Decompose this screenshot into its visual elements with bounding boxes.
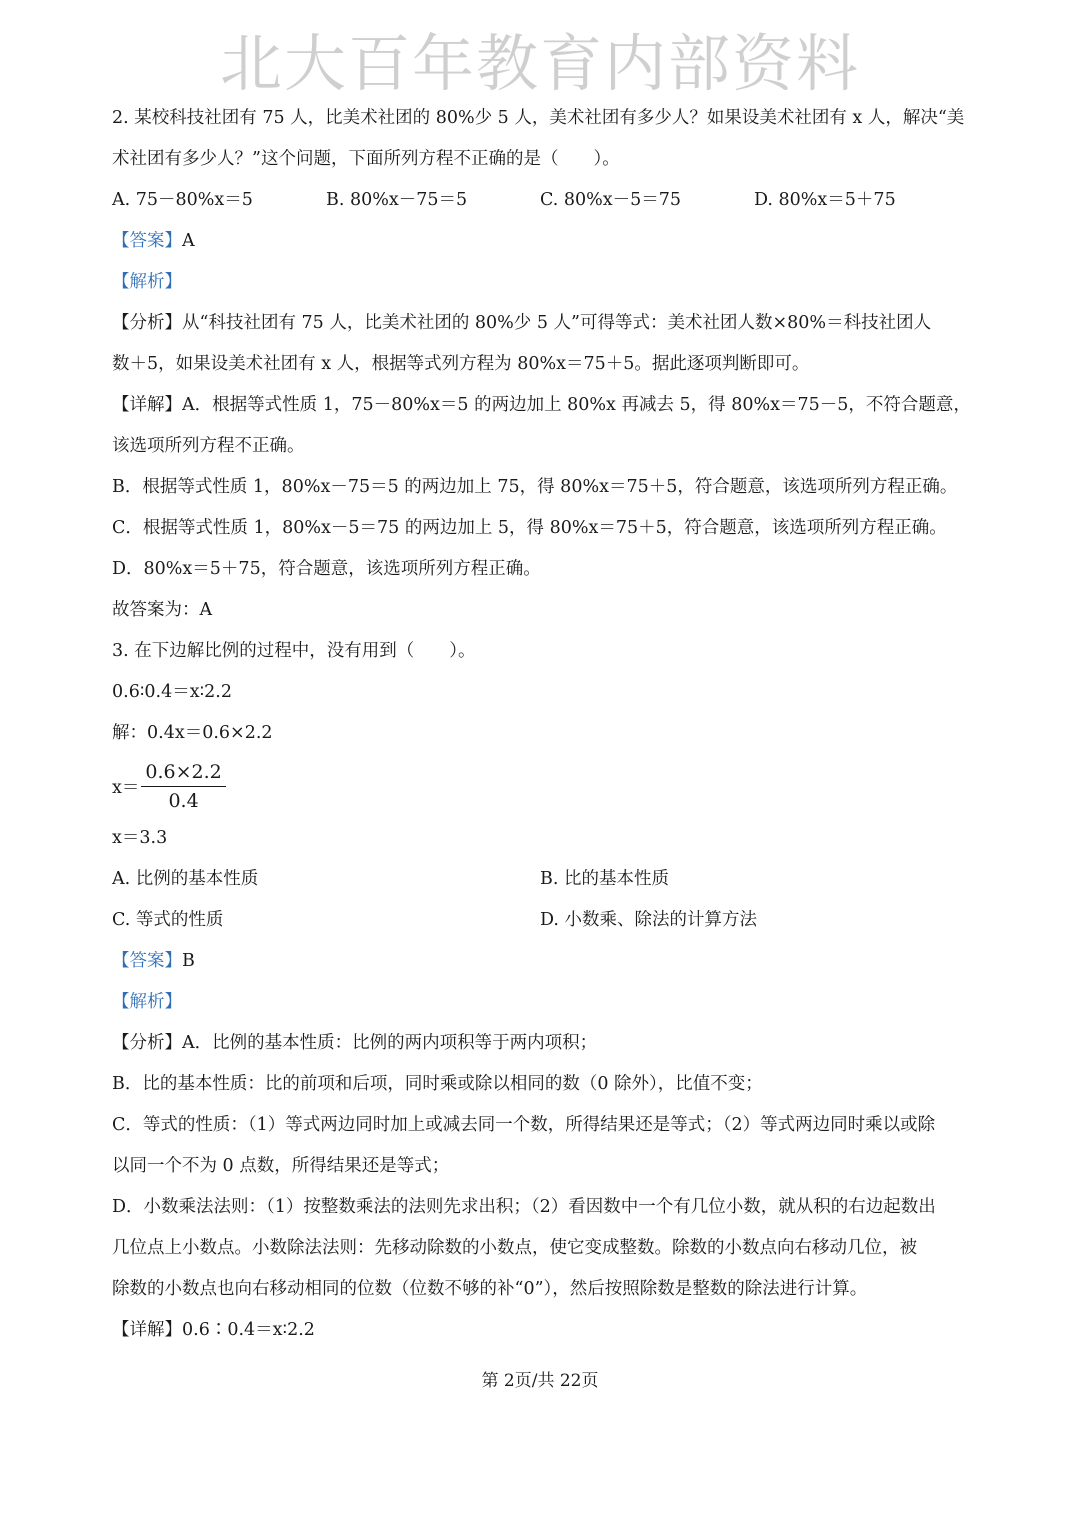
q2-xiangjie-line1 xyxy=(112,385,972,426)
q3-line-c2: 以同一个不为 0 点数，所得结果还是等式； xyxy=(112,1156,450,1176)
q3-options-row1 xyxy=(112,859,972,900)
fenxi-text: A．比例的基本性质：比例的两内项积等于两内项积； xyxy=(182,1033,598,1053)
q2-option-c: C. 80%x－5＝75 xyxy=(540,190,682,210)
fenxi-tag: 【分析】 xyxy=(112,313,182,333)
q3-stem: 3. 在下边解比例的过程中，没有用到（ ）。 xyxy=(112,641,476,661)
q2-xiangjie-line2: 该选项所列方程不正确。 xyxy=(112,436,305,456)
q2-fenxi-line1 xyxy=(112,303,972,344)
xiangjie-tag: 【详解】 xyxy=(112,395,182,415)
q3-fraction-line xyxy=(112,754,972,818)
answer-tag: 【答案】 xyxy=(112,231,182,251)
q3-analysis xyxy=(112,982,972,1023)
q2-stem-line1: 2. 某校科技社团有 75 人，比美术社团的 80%少 5 人，美术社团有多少人？如果设美术社团有 x 人，解决“美 xyxy=(112,108,965,128)
q3-line-b: B．比的基本性质：比的前项和后项，同时乘或除以相同的数（0 除外），比值不变； xyxy=(112,1074,763,1094)
q2-analysis xyxy=(112,262,972,303)
analysis-tag: 【解析】 xyxy=(112,272,182,292)
q3-option-d: D. 小数乘、除法的计算方法 xyxy=(540,910,758,930)
q3-options-row2 xyxy=(112,900,972,941)
fenxi-tag: 【分析】 xyxy=(112,1033,182,1053)
q3-work-line1: 0.6∶0.4＝x∶2.2 xyxy=(112,682,232,702)
q3-work-line2: 解：0.4x＝0.6×2.2 xyxy=(112,723,273,743)
q3-line-c1: C．等式的性质：（1）等式两边同时加上或减去同一个数，所得结果还是等式；（2）等式两边同时乘以或除 xyxy=(112,1115,936,1135)
q3-line-d2: 几位点上小数点。小数除法法则：先移动除数的小数点，使它变成整数。除数的小数点向右移动几位，被 xyxy=(112,1238,917,1258)
watermark: 北大百年教育内部资料 xyxy=(219,27,860,100)
answer-value: A xyxy=(182,231,195,251)
q3-option-a: A. 比例的基本性质 xyxy=(112,869,259,889)
fenxi-text: 从“科技社团有 75 人，比美术社团的 80%少 5 人”可得等式：美术社团人数×80%＝科技社团人 xyxy=(182,313,932,333)
q2-option-d: D. 80%x＝5＋75 xyxy=(754,190,896,210)
q3-line-d3: 除数的小数点也向右移动相同的位数（位数不够的补“0”），然后按照除数是整数的除法进行计算。 xyxy=(112,1279,868,1299)
q2-line-d: D．80%x＝5＋75，符合题意，该选项所列方程正确。 xyxy=(112,559,541,579)
answer-value: B xyxy=(182,951,195,971)
q2-line-c: C．根据等式性质 1，80%x－5＝75 的两边加上 5，得 80%x＝75＋5，符合题意，该选项所列方程正确。 xyxy=(112,518,947,538)
fraction-prefix: x＝ xyxy=(112,777,140,798)
q3-xiangjie xyxy=(112,1310,972,1351)
q2-answer xyxy=(112,221,972,262)
q2-line-b: B．根据等式性质 1，80%x－75＝5 的两边加上 75，得 80%x＝75＋5，符合题意，该选项所列方程正确。 xyxy=(112,477,958,497)
q2-option-a: A. 75－80%x＝5 xyxy=(112,190,253,210)
xiangjie-text: 0.6∶0.4＝x∶2.2 xyxy=(182,1320,315,1340)
analysis-tag: 【解析】 xyxy=(112,992,182,1012)
page-footer: 第 2页/共 22页 xyxy=(481,1371,599,1391)
xiangjie-tag: 【详解】 xyxy=(112,1320,182,1340)
q2-stem-line2: 术社团有多少人？”这个问题，下面所列方程不正确的是（ ）。 xyxy=(112,149,620,169)
q2-option-b: B. 80%x－75＝5 xyxy=(326,190,468,210)
q3-work-line4: x＝3.3 xyxy=(112,828,168,848)
q2-fenxi-line2: 数＋5，如果设美术社团有 x 人，根据等式列方程为 80%x＝75＋5。据此逐项判断即可。 xyxy=(112,354,810,374)
answer-tag: 【答案】 xyxy=(112,951,182,971)
q3-option-c: C. 等式的性质 xyxy=(112,910,224,930)
fraction-denominator: 0.4 xyxy=(168,789,199,812)
q2-conclusion: 故答案为：A xyxy=(112,600,213,620)
document-body xyxy=(112,98,972,1351)
q2-options xyxy=(112,180,972,221)
q3-option-b: B. 比的基本性质 xyxy=(540,869,669,889)
q3-answer xyxy=(112,941,972,982)
fraction-numerator: 0.6×2.2 xyxy=(141,760,225,787)
xiangjie-text: A．根据等式性质 1，75－80%x＝5 的两边加上 80%x 再减去 5，得 80%x＝75－5，不符合题意， xyxy=(182,395,971,415)
q3-line-d1: D．小数乘法法则：（1）按整数乘法的法则先求出积；（2）看因数中一个有几位小数，就从积的右边起数出 xyxy=(112,1197,936,1217)
q3-fenxi-a xyxy=(112,1023,972,1064)
fraction xyxy=(141,760,225,813)
